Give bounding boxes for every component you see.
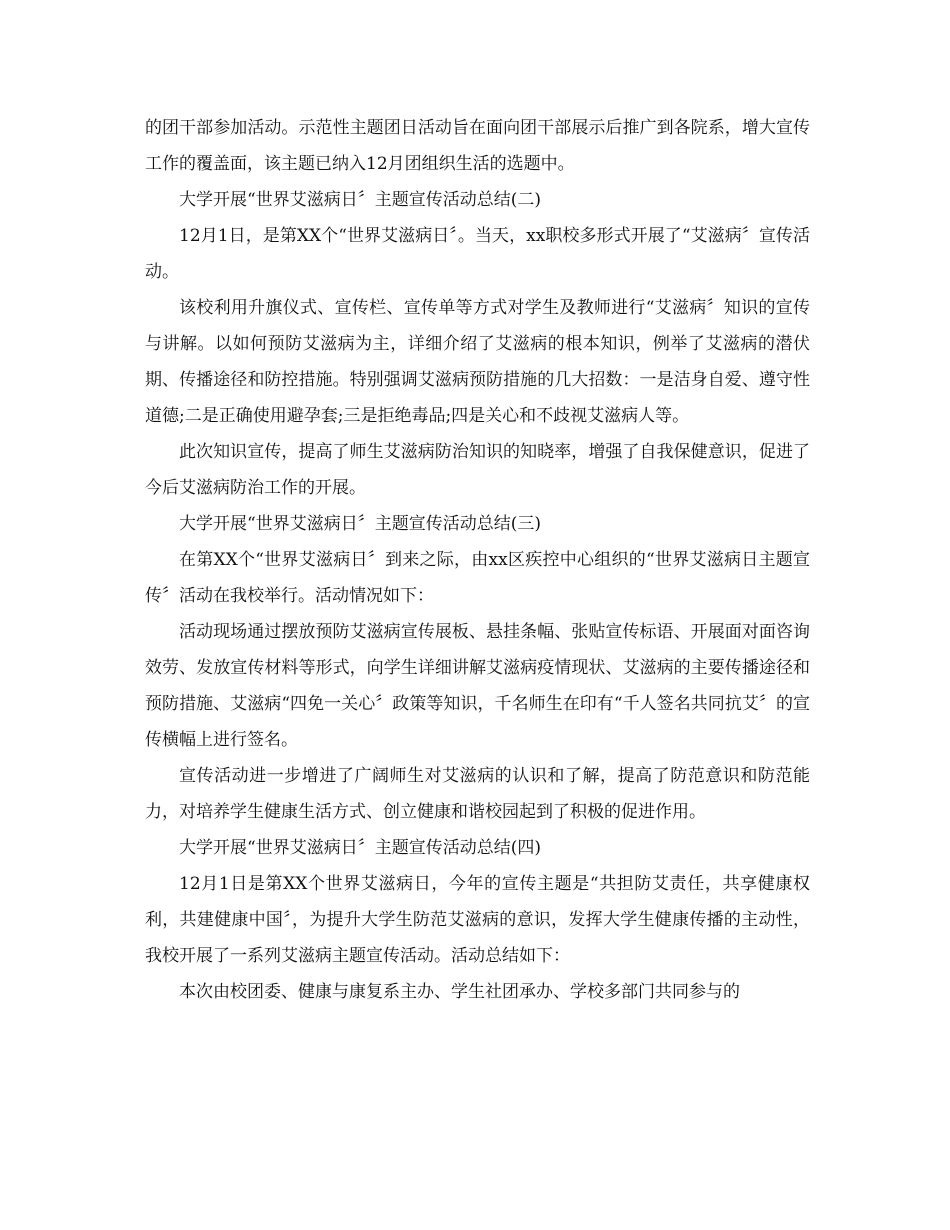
document-page [145,110,810,1010]
section-heading-3: 大学开展“世界艾滋病日〞主题宣传活动总结(三) [179,514,541,534]
paragraph: 12月1日，是第XX个“世界艾滋病日〞。当天，xx职校多形式开展了“艾滋病〞宣传活动。 [145,226,810,282]
paragraph: 在第XX个“世界艾滋病日〞到来之际，由xx区疾控中心组织的“世界艾滋病日主题宣传〞活动在我校举行。活动情况如下： [145,550,810,606]
section-heading-4: 大学开展“世界艾滋病日〞主题宣传活动总结(四) [179,838,541,858]
paragraph: 此次知识宣传，提高了师生艾滋病防治知识的知晓率，增强了自我保健意识，促进了今后艾滋病防治工作的开展。 [145,442,810,498]
paragraph: 本次由校团委、健康与康复系主办、学生社团承办、学校多部门共同参与的 [179,982,740,1002]
paragraph-continuation: 的团干部参加活动。示范性主题团日活动旨在面向团干部展示后推广到各院系，增大宣传工作的覆盖面，该主题已纳入12月团组织生活的选题中。 [145,118,810,174]
paragraph: 活动现场通过摆放预防艾滋病宣传展板、悬挂条幅、张贴宣传标语、开展面对面咨询效劳、发放宣传材料等形式，向学生详细讲解艾滋病疫情现状、艾滋病的主要传播途径和预防措施、艾滋病“四免一关心〞政策等知识，千名师生在印有“千人签名共同抗艾〞的宣传横幅上进行签名。 [145,622,810,750]
paragraph: 该校利用升旗仪式、宣传栏、宣传单等方式对学生及教师进行“艾滋病〞知识的宣传与讲解。以如何预防艾滋病为主，详细介绍了艾滋病的根本知识，例举了艾滋病的潜伏期、传播途径和防控措施。特别强调艾滋病预防措施的几大招数：一是洁身自爱、遵守性道德;二是正确使用避孕套;三是拒绝毒品;四是关心和不歧视艾滋病人等。 [145,298,810,426]
section-heading-2: 大学开展“世界艾滋病日〞主题宣传活动总结(二) [179,190,541,210]
paragraph: 12月1日是第XX个世界艾滋病日，今年的宣传主题是“共担防艾责任，共享健康权利，共建健康中国〞，为提升大学生防范艾滋病的意识，发挥大学生健康传播的主动性，我校开展了一系列艾滋病主题宣传活动。活动总结如下： [145,874,810,966]
paragraph: 宣传活动进一步增进了广阔师生对艾滋病的认识和了解，提高了防范意识和防范能力，对培养学生健康生活方式、创立健康和谐校园起到了积极的促进作用。 [145,766,810,822]
